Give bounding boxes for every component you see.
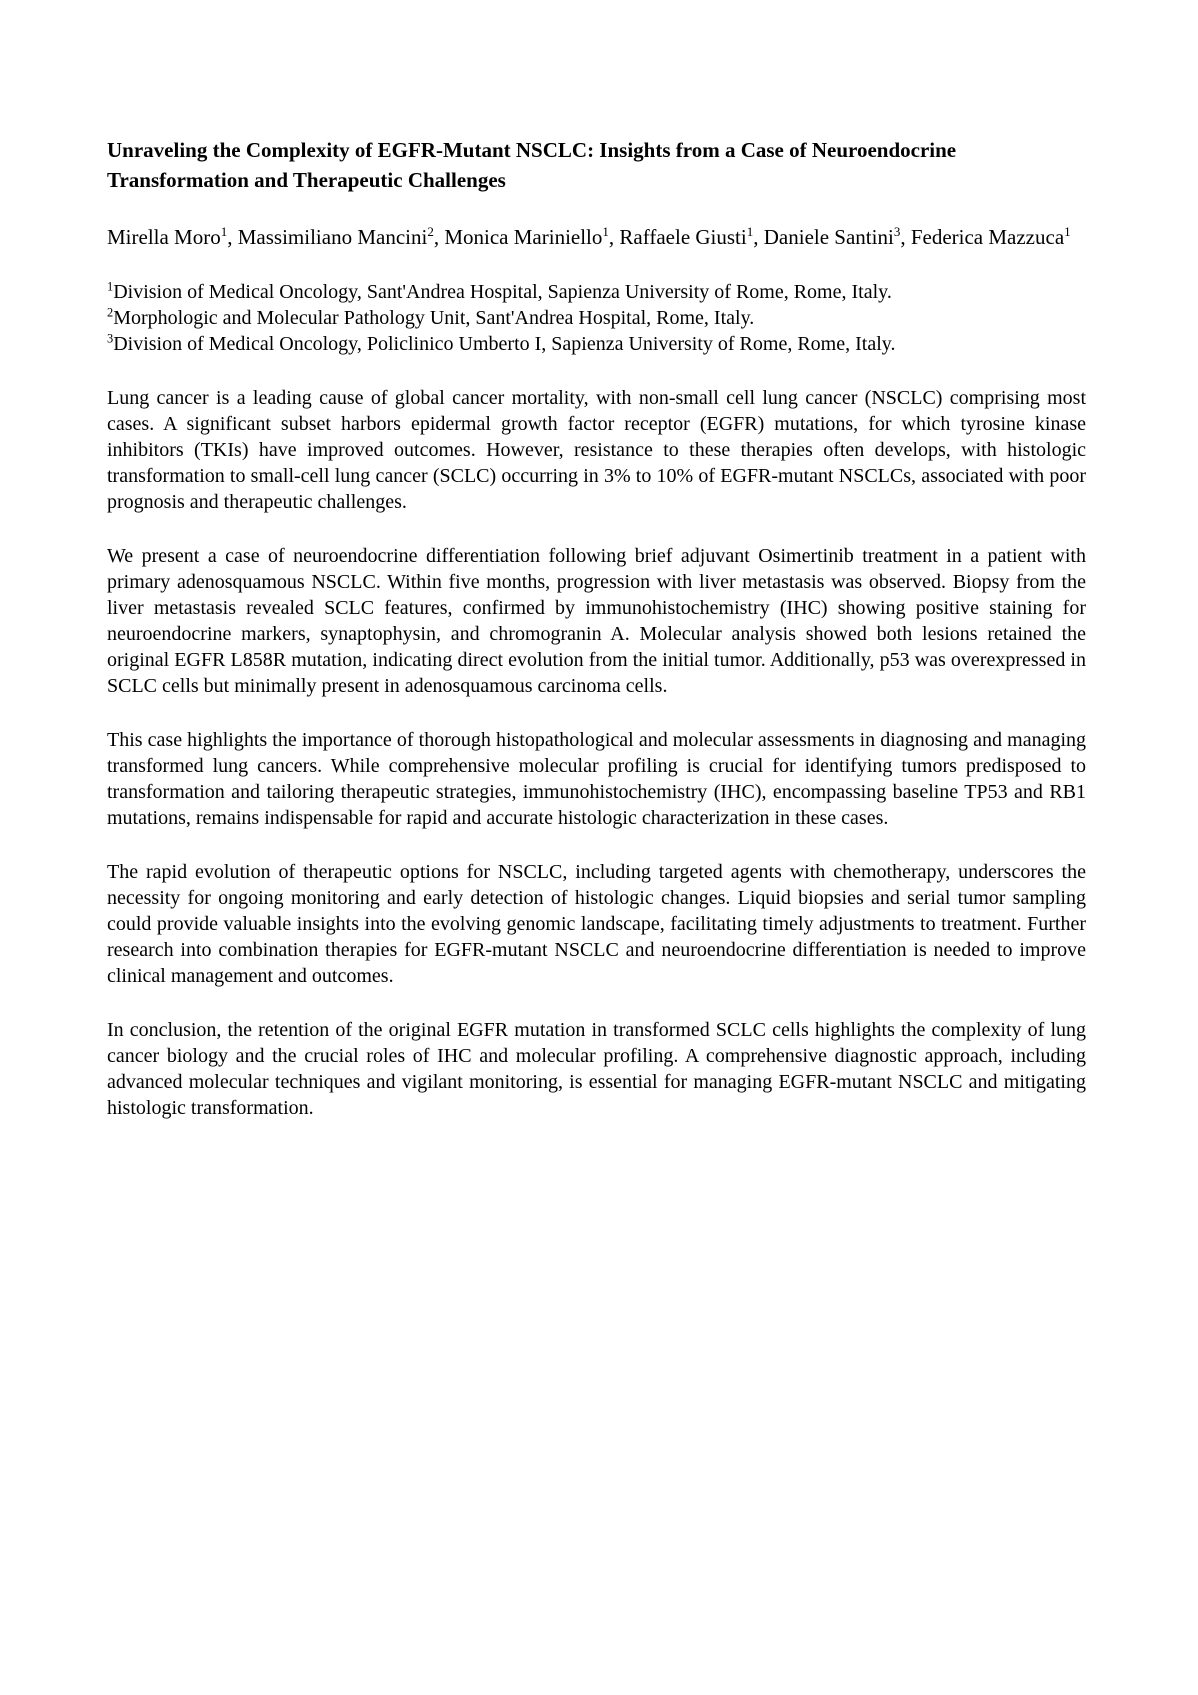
- author-name: Daniele Santini: [763, 225, 894, 249]
- affiliation-list: [107, 279, 1086, 357]
- author-name: Raffaele Giusti: [619, 225, 747, 249]
- affiliation-line: $^3$Division of Medical Oncology, Policlinico Umberto I, Sapienza University of Rome, Rome, Italy.: [107, 331, 896, 355]
- abstract-paragraph: Lung cancer is a leading cause of global cancer mortality, with non-small cell lung cancer (NSCLC) comprising most cases. A significant subset harbors epidermal growth factor receptor (EGFR) mutations, for which tyrosine kinase inhibitors (TKIs) have improved outcomes. However, resistance to these therapies often develops, with histologic transformation to small-cell lung cancer (SCLC) occurring in 3% to 10% of EGFR-mutant NSCLCs, associated with poor prognosis and therapeutic challenges.: [107, 387, 1086, 513]
- author-affiliation-ref: 3: [893, 224, 901, 239]
- affiliation-line: $^1$Division of Medical Oncology, Sant'Andrea Hospital, Sapienza University of Rome, Rome, Italy.: [107, 279, 892, 303]
- author-name: Mirella Moro: [107, 225, 221, 249]
- abstract-paragraph: This case highlights the importance of thorough histopathological and molecular assessments in diagnosing and managing transformed lung cancers. While comprehensive molecular profiling is crucial for identifying tumors predisposed to transformation and tailoring therapeutic strategies, immunohistochemistry (IHC), encompassing baseline TP53 and RB1 mutations, remains indispensable for rapid and accurate histologic characterization in these cases.: [107, 729, 1086, 829]
- abstract-paragraph: We present a case of neuroendocrine differentiation following brief adjuvant Osimertinib treatment in a patient with primary adenosquamous NSCLC. Within five months, progression with liver metastasis was observed. Biopsy from the liver metastasis revealed SCLC features, confirmed by immunohistochemistry (IHC) showing positive staining for neuroendocrine markers, synaptophysin, and chromogranin A. Molecular analysis showed both lesions retained the original EGFR L858R mutation, indicating direct evolution from the initial tumor. Additionally, p53 was overexpressed in SCLC cells but minimally present in adenosquamous carcinoma cells.: [107, 545, 1086, 697]
- author-affiliation-ref: 2: [427, 224, 434, 239]
- affiliation-line: $^2$Morphologic and Molecular Pathology Unit, Sant'Andrea Hospital, Rome, Italy.: [107, 305, 755, 329]
- author-name: Federica Mazzuca: [910, 225, 1065, 249]
- affiliation-ref: 2: [107, 305, 114, 320]
- paper-title: Unraveling the Complexity of EGFR-Mutant NSCLC: Insights from a Case of Neuroendocrine Transformation and Therapeutic Challenges: [107, 138, 957, 192]
- author-name: Monica Mariniello: [444, 225, 603, 249]
- author-affiliation-ref: 1: [1064, 224, 1071, 239]
- author-name: Massimiliano Mancini: [237, 225, 428, 249]
- abstract-body: [107, 385, 1086, 1121]
- abstract-paragraph: The rapid evolution of therapeutic options for NSCLC, including targeted agents with chemotherapy, underscores the necessity for ongoing monitoring and early detection of histologic changes. Liquid biopsies and serial tumor sampling could provide valuable insights into the evolving genomic landscape, facilitating timely adjustments to treatment. Further research into combination therapies for EGFR-mutant NSCLC and neuroendocrine differentiation is needed to improve clinical management and outcomes.: [107, 861, 1086, 987]
- author-affiliation-ref: 1: [220, 224, 228, 239]
- affiliation-ref: 3: [107, 331, 114, 346]
- abstract-paragraph: In conclusion, the retention of the original EGFR mutation in transformed SCLC cells highlights the complexity of lung cancer biology and the crucial roles of IHC and molecular profiling. A comprehensive diagnostic approach, including advanced molecular techniques and vigilant monitoring, is essential for managing EGFR-mutant NSCLC and mitigating histologic transformation.: [107, 1019, 1086, 1119]
- affiliation-ref: 1: [107, 279, 114, 294]
- author-affiliation-ref: 1: [746, 224, 754, 239]
- author-list: Mirella Moro$^1$, Massimiliano Mancini$^2$, Monica Mariniello$^1$, Raffaele Giusti$^1$, Daniele Santini$^3$, Federica Mazzuca$^1$: [107, 224, 1071, 249]
- author-affiliation-ref: 1: [602, 224, 609, 239]
